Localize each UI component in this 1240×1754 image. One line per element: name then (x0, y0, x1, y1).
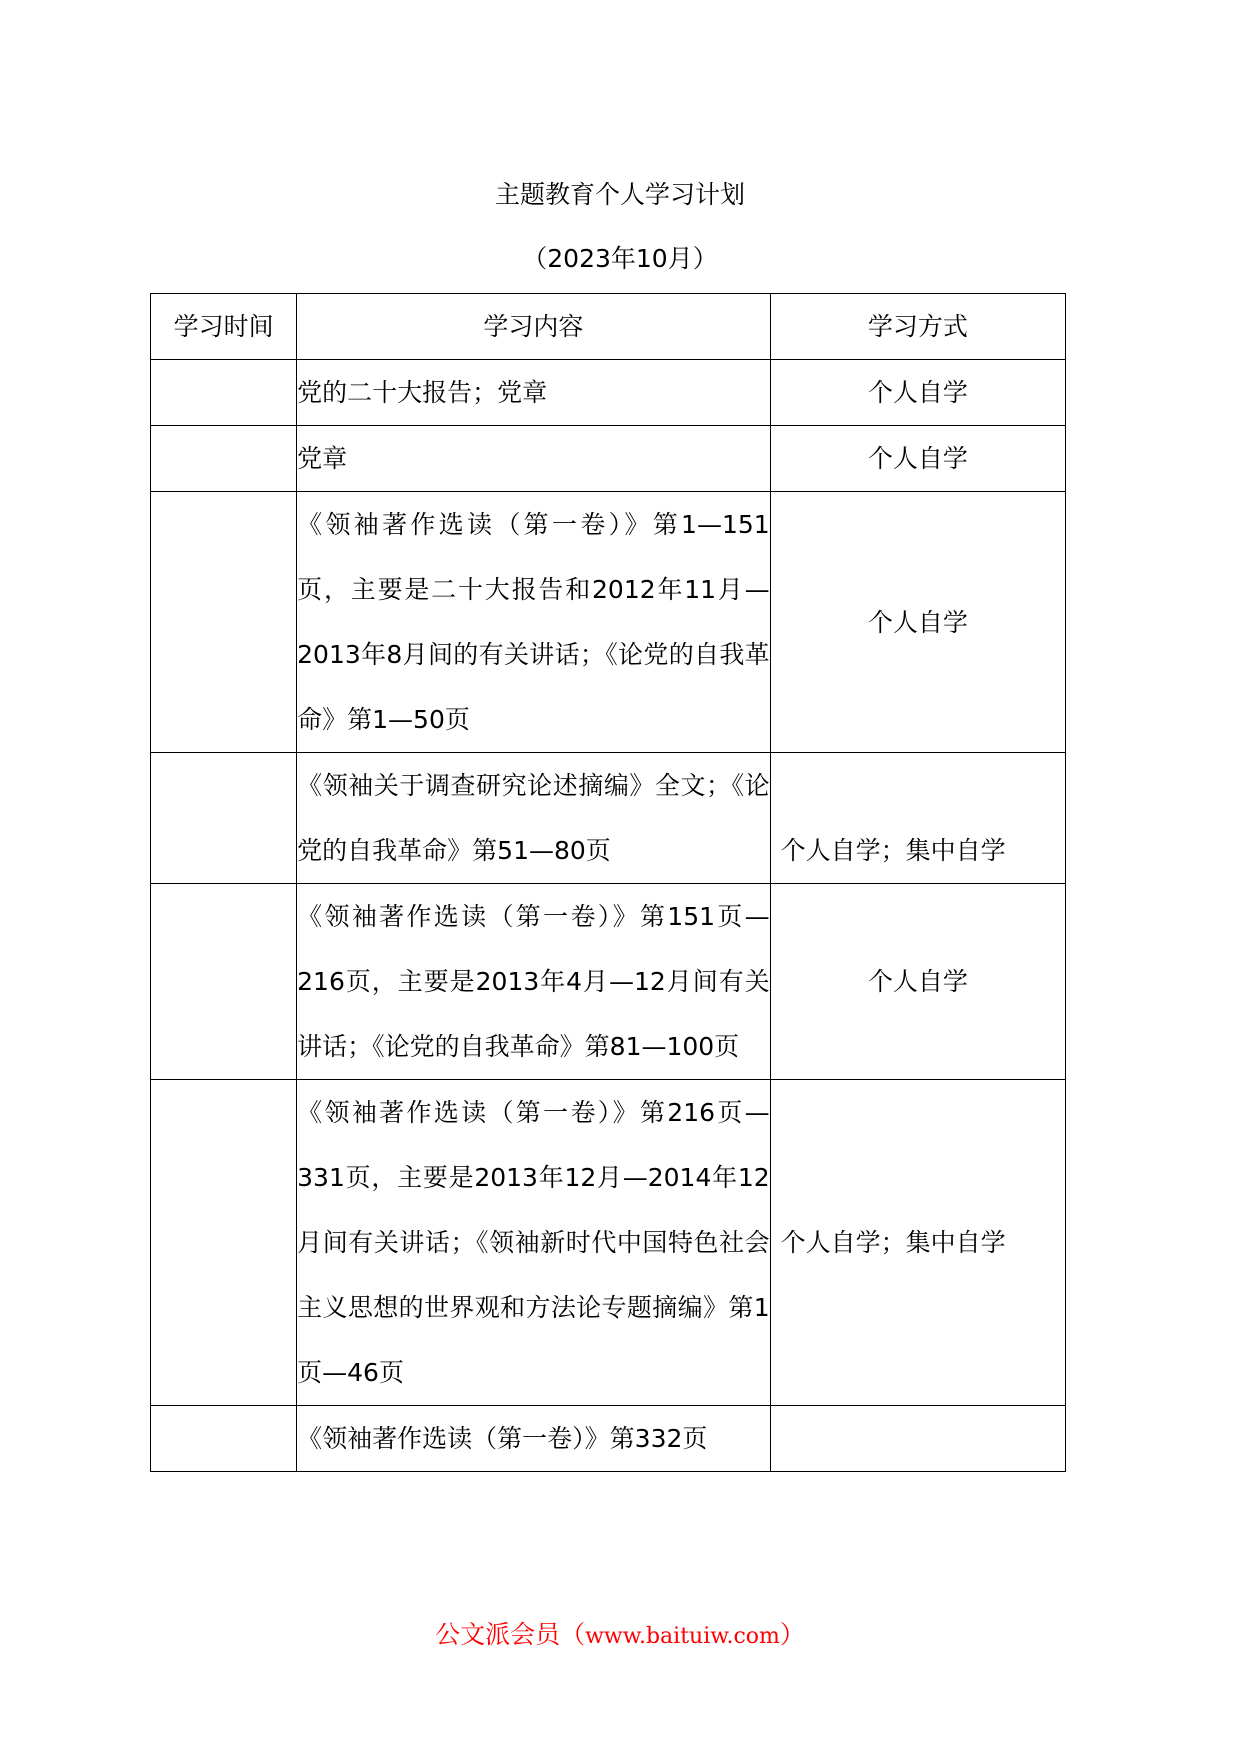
row-time (151, 360, 297, 426)
row-content: 《领袖著作选读（第一卷）》第1—151页，主要是二十大报告和2012年11月—2013年8月间的有关讲话；《论党的自我革命》第1—50页 (297, 492, 771, 753)
row-method: 个人自学 (770, 360, 1065, 426)
footer-close: ） (779, 1620, 805, 1649)
table-row (151, 884, 1066, 1080)
row-content: 《领袖关于调查研究论述摘编》全文；《论党的自我革命》第51—80页 (297, 753, 771, 884)
table-row (151, 1406, 1066, 1472)
footer-url[interactable]: www.baituiw.com (585, 1624, 780, 1649)
header-study-time: 学习时间 (151, 294, 297, 360)
row-time (151, 1080, 297, 1406)
study-plan-table (150, 293, 1066, 1472)
footer-label: 公文派会员（ (435, 1620, 586, 1649)
row-content: 党章 (297, 426, 771, 492)
row-method: 个人自学 (770, 884, 1065, 1080)
row-method: 个人自学 (770, 492, 1065, 753)
table-row (151, 492, 1066, 753)
row-content: 《领袖著作选读（第一卷）》第151页—216页，主要是2013年4月—12月间有关讲话；《论党的自我革命》第81—100页 (297, 884, 771, 1080)
row-time (151, 884, 297, 1080)
table-row (151, 426, 1066, 492)
row-time (151, 1406, 297, 1472)
footer-watermark (0, 1620, 1240, 1652)
table-header-row (151, 294, 1066, 360)
table-row (151, 753, 1066, 884)
row-time (151, 753, 297, 884)
table-row (151, 1080, 1066, 1406)
row-content: 《领袖著作选读（第一卷）》第216页—331页，主要是2013年12月—2014年12月间有关讲话；《领袖新时代中国特色社会主义思想的世界观和方法论专题摘编》第1页—46页 (297, 1080, 771, 1406)
row-method: 个人自学；集中自学 (770, 753, 1065, 884)
document-title: 主题教育个人学习计划 (494, 180, 745, 209)
header-study-content: 学习内容 (297, 294, 771, 360)
row-time (151, 492, 297, 753)
table-row (151, 360, 1066, 426)
row-content: 党的二十大报告；党章 (297, 360, 771, 426)
row-method: 个人自学 (770, 426, 1065, 492)
row-content: 《领袖著作选读（第一卷）》第332页 (297, 1406, 771, 1472)
header-study-method: 学习方式 (770, 294, 1065, 360)
row-method (770, 1406, 1065, 1472)
document-subtitle: （2023年10月） (522, 244, 718, 273)
row-method: 个人自学；集中自学 (770, 1080, 1065, 1406)
row-time (151, 426, 297, 492)
